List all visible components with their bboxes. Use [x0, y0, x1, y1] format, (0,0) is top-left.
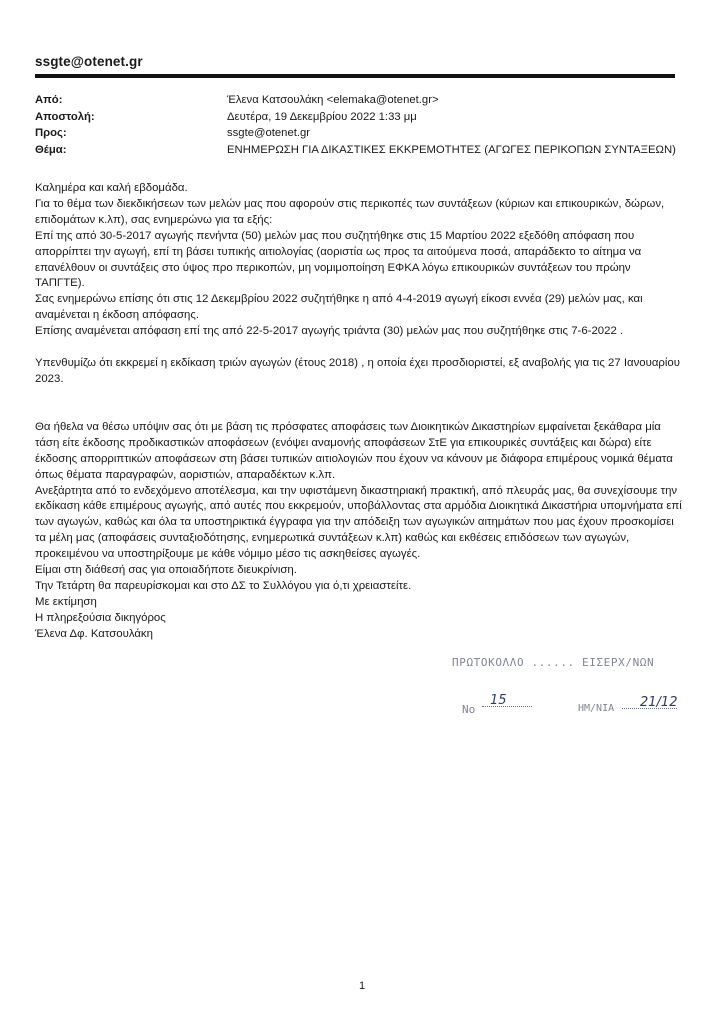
- from-label: Από:: [35, 94, 63, 106]
- header-divider: [35, 74, 675, 78]
- spacer: [35, 340, 683, 356]
- reminder-paragraph: Υπενθυμίζω ότι εκκρεμεί η εκδίκαση τριών αγωγών (έτους 2018) , η οποία έχει προσδιοριστεί, εξ αναβολής για τις 27 Ιανουαρίου 2023.: [35, 357, 680, 385]
- trend-paragraph: Θα ήθελα να θέσω υπόψιν σας ότι με βάση τις πρόσφατες αποφάσεις των Διοικητικών Δικαστηρίων εμφαίνεται ξεκάθαρα μία τάση είτε έκδοσης προδικαστικών αποφάσεων (ενόψει αναμονής αποφάσεων ΣτΕ για επικουρικές συντάξεις και δώρα) είτε έκδοσης απορριπτικών αποφάσεων στη βάσει τυπικών αιτιολογιών που έχουν να κάνουν με διάφορα επιμέρους νομικά θέματα όπως θέματα παραγραφών, αοριστιών, απαραδέκτων κ.λπ.: [35, 420, 673, 481]
- subject-row: [35, 142, 685, 159]
- page-number: 1: [358, 980, 366, 992]
- to-row: [35, 125, 685, 142]
- email-headers: [35, 92, 685, 158]
- protocol-stamp: [450, 650, 690, 725]
- signer-name: Έλενα Δφ. Κατσουλάκη: [35, 627, 153, 640]
- strategy-paragraph: Ανεξάρτητα από το ενδεχόμενο αποτέλεσμα, και την υφιστάμενη δικαστηριακή πρακτική, από πλευράς μας, θα συνεχίσουμε την εκδίκαση κάθε επιμέρους αγωγής, από αυτές που εκκρεμούν, υποβάλλοντας στα αρμόδια Διοικητικά Δικαστήρια υπομνήματα επί των αγωγών, καθώς και όλα τα υποστηρικτικά έγγραφα για την απόδειξη των αγωγικών αιτημάτων που μας έχουν προσκομίσει τα μέλη μας (αποφάσεις συνταξιοδότησης, ενημερωτικά συντάξεων κ.λπ) καθώς και εκθέσεις επιδόσεων των αγωγών, προκειμένου να υποστηρίξουμε με κάθε νόμιμο μέσο τις ασκηθείσες αγωγές.: [35, 484, 682, 561]
- sent-value: Δευτέρα, 19 Δεκεμβρίου 2022 1:33 μμ: [227, 110, 417, 123]
- spacer: [35, 388, 683, 404]
- spacer: [35, 404, 683, 420]
- availability-line: Είμαι στη διάθεσή σας για οποιαδήποτε διευκρίνιση.: [35, 564, 297, 577]
- stamp-number-value: 15: [490, 693, 507, 708]
- intro-paragraph: Για το θέμα των διεκδικήσεων των μελών μας που αφορούν στις περικοπές των συντάξεων (κύριων και επικουρικών, δώρων, επιδομάτων κ.λπ), σας ενημερώνω για τα εξής:: [35, 197, 665, 226]
- stamp-number-label: Νο: [462, 703, 476, 716]
- to-value: ssgte@otenet.gr: [227, 127, 311, 139]
- to-label: Προς:: [35, 127, 67, 139]
- sent-label: Αποστολή:: [35, 110, 95, 123]
- stamp-date-label: ΗΜ/ΝΙΑ: [578, 703, 615, 714]
- closing-line: Με εκτίμηση: [35, 595, 97, 608]
- meeting-line: Την Τετάρτη θα παρευρίσκομαι και στο ΔΣ το Συλλόγου για ό,τι χρειαστείτε.: [35, 579, 412, 592]
- subject-label: Θέμα:: [35, 143, 67, 156]
- email-body: [35, 181, 683, 643]
- subject-value: ΕΝΗΜΕΡΩΣΗ ΓΙΑ ΔΙΚΑΣΤΙΚΕΣ ΕΚΚΡΕΜΟΤΗΤΕΣ (ΑΓΩΓΕΣ ΠΕΡΙΚΟΠΩΝ ΣΥΝΤΑΞΕΩΝ): [227, 143, 676, 156]
- case-2017-thirty-paragraph: Επίσης αναμένεται απόφαση επί της από 22-5-2017 αγωγής τριάντα (30) μελών μας που συζητήθηκε στις 7-6-2022 .: [35, 325, 624, 338]
- from-row: [35, 92, 685, 109]
- sent-row: [35, 109, 685, 126]
- case-2019-paragraph: Σας ενημερώνω επίσης ότι στις 12 Δεκεμβρίου 2022 συζητήθηκε η από 4-4-2019 αγωγή είκοσι εννέα (29) μελών μας, και αναμένεται η έκδοση απόφασης.: [35, 293, 643, 322]
- signer-role: Η πληρεξούσια δικηγόρος: [35, 611, 166, 624]
- from-value: Έλενα Κατσουλάκη <elemaka@otenet.gr>: [227, 94, 439, 106]
- case-2017-fifty-paragraph: Επί της από 30-5-2017 αγωγής πενήντα (50) μελών μας που συζητήθηκε στις 15 Μαρτίου 2022 εξεδόθη απόφαση που απορρίπτει την αγωγή, επί τη βάσει τυπικής αιτιολογίας (αοριστία ως προς τα αιτούμενα ποσά, απαράδεκτο το αίτημα να επανέλθουν οι συντάξεις στο ύψος προ περικοπών, μη νομιμοποίηση ΕΦΚΑ λόγω επικουρικών συντάξεων του πρώην ΤΑΠΓΤΕ).: [35, 229, 642, 290]
- account-email: ssgte@otenet.gr: [35, 54, 143, 69]
- greeting: Καλημέρα και καλή εβδομάδα.: [35, 182, 188, 194]
- stamp-date-value: 21/12: [640, 695, 678, 710]
- stamp-title: ΠΡΩΤΟΚΟΛΛΟ ...... ΕΙΣΕΡΧ/ΝΩΝ: [452, 656, 655, 669]
